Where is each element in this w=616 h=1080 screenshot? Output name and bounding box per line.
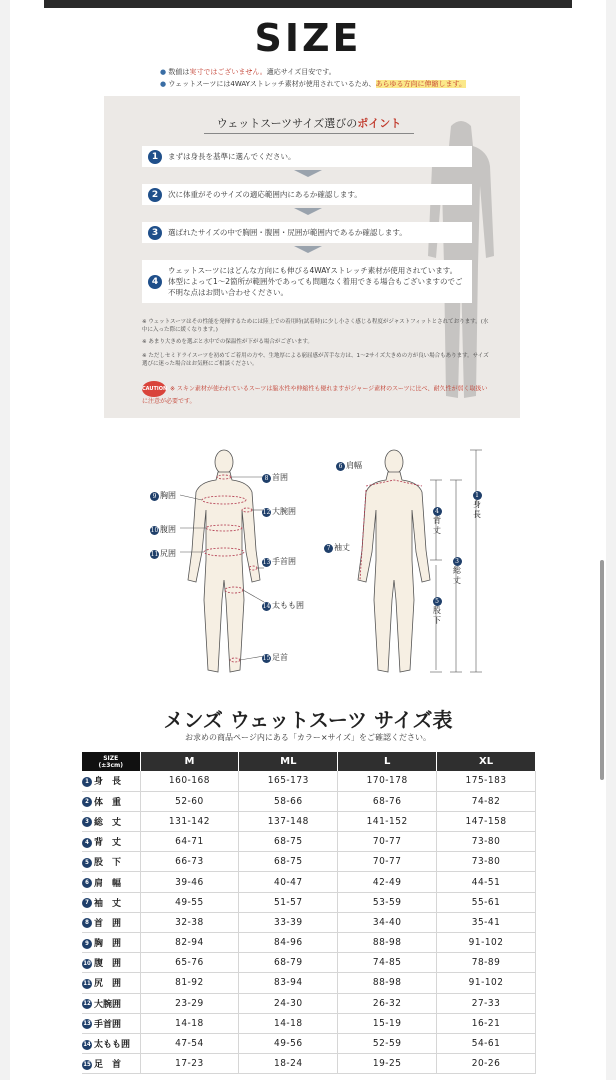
guide-step-4: 4 ウェットスーツにはどんな方向にも伸びる4WAYストレッチ素材が使用されています。体型によって1〜2箇所が範囲外であっても問題なく着用できる場合もございますのでご不明な点はお問い合わせください。 (142, 260, 472, 303)
size-corner-cell: SIZE (±3cm) (82, 752, 140, 771)
size-value-cell: 18-24 (239, 1054, 338, 1074)
row-number-badge: 3 (82, 817, 92, 827)
guide-fine-1: ※ ウェットスーツはその性能を発揮するためには陸上での着用時(試着時)に少し小さく感じる程度がジャストフィットとされております。(水中に入った際に緩くなります。) (142, 319, 489, 333)
row-number-badge: 15 (83, 1060, 91, 1068)
size-value-cell: 34-40 (338, 912, 437, 932)
size-value-cell: 74-82 (437, 791, 536, 811)
row-label: 4 背 丈 (82, 832, 140, 852)
table-row (82, 1033, 536, 1053)
size-value-cell: 14-18 (239, 1013, 338, 1033)
table-row (82, 892, 536, 912)
row-label: 10 腹 囲 (82, 953, 140, 973)
row-label: 12 大腕囲 (82, 993, 140, 1013)
page (10, 0, 606, 1080)
size-value-cell: 27-33 (437, 993, 536, 1013)
size-value-cell: 81-92 (140, 973, 239, 993)
size-value-cell: 58-66 (239, 791, 338, 811)
table-row (82, 852, 536, 872)
size-value-cell: 55-61 (437, 892, 536, 912)
size-value-cell: 14-18 (140, 1013, 239, 1033)
size-value-cell: 175-183 (437, 771, 536, 791)
body-measurement-diagram (140, 440, 520, 680)
size-value-cell: 65-76 (140, 953, 239, 973)
label-ankle: 15 足首 (262, 653, 288, 662)
size-value-cell: 33-39 (239, 912, 338, 932)
row-label: 3 総 丈 (82, 811, 140, 831)
table-row (82, 832, 536, 852)
table-row (82, 791, 536, 811)
size-value-cell: 68-75 (239, 852, 338, 872)
table-row (82, 912, 536, 932)
guide-step-1: 1 まずは身長を基準に選んでください。 (142, 146, 472, 167)
size-value-cell: 49-56 (239, 1033, 338, 1053)
size-value-cell: 32-38 (140, 912, 239, 932)
row-number-badge: 9 (82, 939, 92, 949)
caution-note: CAUTION ※ スキン素材が使われているスーツは脇水性や伸縮性も優れますがジャージ素材のスーツに比べ、耐久性が弱く取扱いに注意が必要です。 (142, 381, 492, 406)
row-label: 5 股 下 (82, 852, 140, 872)
guide-fine-3: ※ ただしセミドライスーツを初めてご着用の方や、生地厚による窮屈感が苦手な方は、1〜2サイズ大きめの方が良い場合もあります。サイズ選びに迷った場合はお気軽にご相談ください。 (142, 353, 489, 367)
size-value-cell: 91-102 (437, 933, 536, 953)
column-header-ml: ML (239, 752, 338, 771)
row-number-badge: 10 (83, 959, 91, 967)
table-row (82, 872, 536, 892)
size-table-subtitle: お求めの商品ページ内にある「カラー×サイズ」をご確認ください。 (185, 733, 431, 742)
label-sleeve: 7 袖丈 (324, 542, 350, 553)
size-value-cell: 137-148 (239, 811, 338, 831)
note-1: ● 数値は実寸ではございません。適応サイズ目安です。 (160, 68, 336, 76)
row-number-badge: 14 (83, 1040, 91, 1048)
size-value-cell: 147-158 (437, 811, 536, 831)
row-label: 13 手首囲 (82, 1013, 140, 1033)
size-value-cell: 70-77 (338, 832, 437, 852)
size-value-cell: 68-79 (239, 953, 338, 973)
size-value-cell: 52-60 (140, 791, 239, 811)
label-neck: 8 首囲 (262, 472, 288, 483)
size-value-cell: 70-77 (338, 852, 437, 872)
row-number-badge: 13 (83, 1020, 91, 1028)
table-header-row (82, 752, 536, 771)
size-value-cell: 49-55 (140, 892, 239, 912)
size-value-cell: 170-178 (338, 771, 437, 791)
label-thigh: 14 太もも囲 (262, 601, 304, 610)
label-chest: 9 胸囲 (150, 490, 176, 501)
guide-fine-2: ※ あまり大きめを選ぶと水中での保温性が下がる場合がございます。 (142, 339, 313, 345)
size-value-cell: 66-73 (140, 852, 239, 872)
guide-step-3: 3 選ばれたサイズの中で胸囲・腹囲・尻囲が範囲内であるか確認します。 (142, 222, 472, 243)
scrollbar[interactable] (600, 560, 604, 780)
size-value-cell: 73-80 (437, 832, 536, 852)
size-value-cell: 84-96 (239, 933, 338, 953)
size-value-cell: 64-71 (140, 832, 239, 852)
row-number-badge: 8 (82, 918, 92, 928)
row-number-badge: 7 (82, 898, 92, 908)
size-value-cell: 42-49 (338, 872, 437, 892)
body-figure-illustration (140, 440, 520, 680)
size-value-cell: 17-23 (140, 1054, 239, 1074)
size-value-cell: 141-152 (338, 811, 437, 831)
table-row (82, 953, 536, 973)
table-row (82, 1054, 536, 1074)
size-value-cell: 68-75 (239, 832, 338, 852)
size-value-cell: 83-94 (239, 973, 338, 993)
size-value-cell: 131-142 (140, 811, 239, 831)
page-title: SIZE (254, 16, 362, 60)
size-value-cell: 40-47 (239, 872, 338, 892)
row-label: 8 首 囲 (82, 912, 140, 932)
label-upper-arm: 12 大腕囲 (262, 507, 296, 516)
size-value-cell: 53-59 (338, 892, 437, 912)
row-label: 6 肩 幅 (82, 872, 140, 892)
size-value-cell: 74-85 (338, 953, 437, 973)
label-shoulder: 6 肩幅 (336, 460, 362, 471)
size-value-cell: 68-76 (338, 791, 437, 811)
table-row (82, 933, 536, 953)
size-value-cell: 47-54 (140, 1033, 239, 1053)
size-value-cell: 15-19 (338, 1013, 437, 1033)
table-row (82, 1013, 536, 1033)
label-total-length: 3 総丈 (453, 558, 461, 585)
table-row (82, 993, 536, 1013)
row-label: 1 身 長 (82, 771, 140, 791)
size-value-cell: 88-98 (338, 973, 437, 993)
size-value-cell: 91-102 (437, 973, 536, 993)
size-value-cell: 73-80 (437, 852, 536, 872)
size-value-cell: 23-29 (140, 993, 239, 1013)
label-height: 1 身長 (473, 492, 481, 519)
arrow-down-icon (294, 208, 322, 215)
label-inseam: 5 股下 (433, 598, 441, 625)
row-number-badge: 4 (82, 838, 92, 848)
column-header-xl: XL (437, 752, 536, 771)
size-value-cell: 20-26 (437, 1054, 536, 1074)
label-back-length: 4 背丈 (433, 508, 441, 535)
size-guide-panel (104, 96, 520, 418)
size-value-cell: 16-21 (437, 1013, 536, 1033)
size-value-cell: 35-41 (437, 912, 536, 932)
row-label: 7 袖 丈 (82, 892, 140, 912)
column-header-l: L (338, 752, 437, 771)
row-number-badge: 6 (82, 878, 92, 888)
size-value-cell: 52-59 (338, 1033, 437, 1053)
column-header-m: M (140, 752, 239, 771)
label-wrist: 13 手首囲 (262, 557, 296, 566)
row-number-badge: 2 (82, 797, 92, 807)
label-hip: 11 尻囲 (150, 549, 176, 558)
size-value-cell: 78-89 (437, 953, 536, 973)
table-row (82, 771, 536, 791)
table-row (82, 811, 536, 831)
top-bar (44, 0, 572, 8)
row-number-badge: 5 (82, 858, 92, 868)
size-value-cell: 44-51 (437, 872, 536, 892)
size-notes (160, 66, 560, 90)
size-value-cell: 19-25 (338, 1054, 437, 1074)
note-2: ● ウェットスーツには4WAYストレッチ素材が使用されているため、あらゆる方向に伸縮します。 (160, 80, 466, 88)
row-number-badge: 1 (82, 777, 92, 787)
guide-step-2: 2 次に体重がそのサイズの適応範囲内にあるか確認します。 (142, 184, 472, 205)
table-row (82, 973, 536, 993)
size-value-cell: 24-30 (239, 993, 338, 1013)
size-value-cell: 51-57 (239, 892, 338, 912)
row-label: 15 足 首 (82, 1054, 140, 1074)
size-value-cell: 54-61 (437, 1033, 536, 1053)
row-label: 2 体 重 (82, 791, 140, 811)
row-label: 9 胸 囲 (82, 933, 140, 953)
size-value-cell: 165-173 (239, 771, 338, 791)
size-table-title: メンズ ウェットスーツ サイズ表 (163, 708, 453, 732)
arrow-down-icon (294, 170, 322, 177)
size-value-cell: 82-94 (140, 933, 239, 953)
size-value-cell: 160-168 (140, 771, 239, 791)
row-number-badge: 12 (83, 1000, 91, 1008)
row-label: 11 尻 囲 (82, 973, 140, 993)
size-value-cell: 26-32 (338, 993, 437, 1013)
label-waist: 10 腹囲 (150, 525, 176, 534)
size-value-cell: 88-98 (338, 933, 437, 953)
row-number-badge: 11 (83, 979, 91, 987)
size-table (82, 752, 536, 1074)
arrow-down-icon (294, 246, 322, 253)
row-label: 14 太もも囲 (82, 1033, 140, 1053)
size-value-cell: 39-46 (140, 872, 239, 892)
guide-title: ウェットスーツサイズ選びのポイント (204, 114, 414, 134)
caution-badge-icon: CAUTION (142, 381, 166, 397)
